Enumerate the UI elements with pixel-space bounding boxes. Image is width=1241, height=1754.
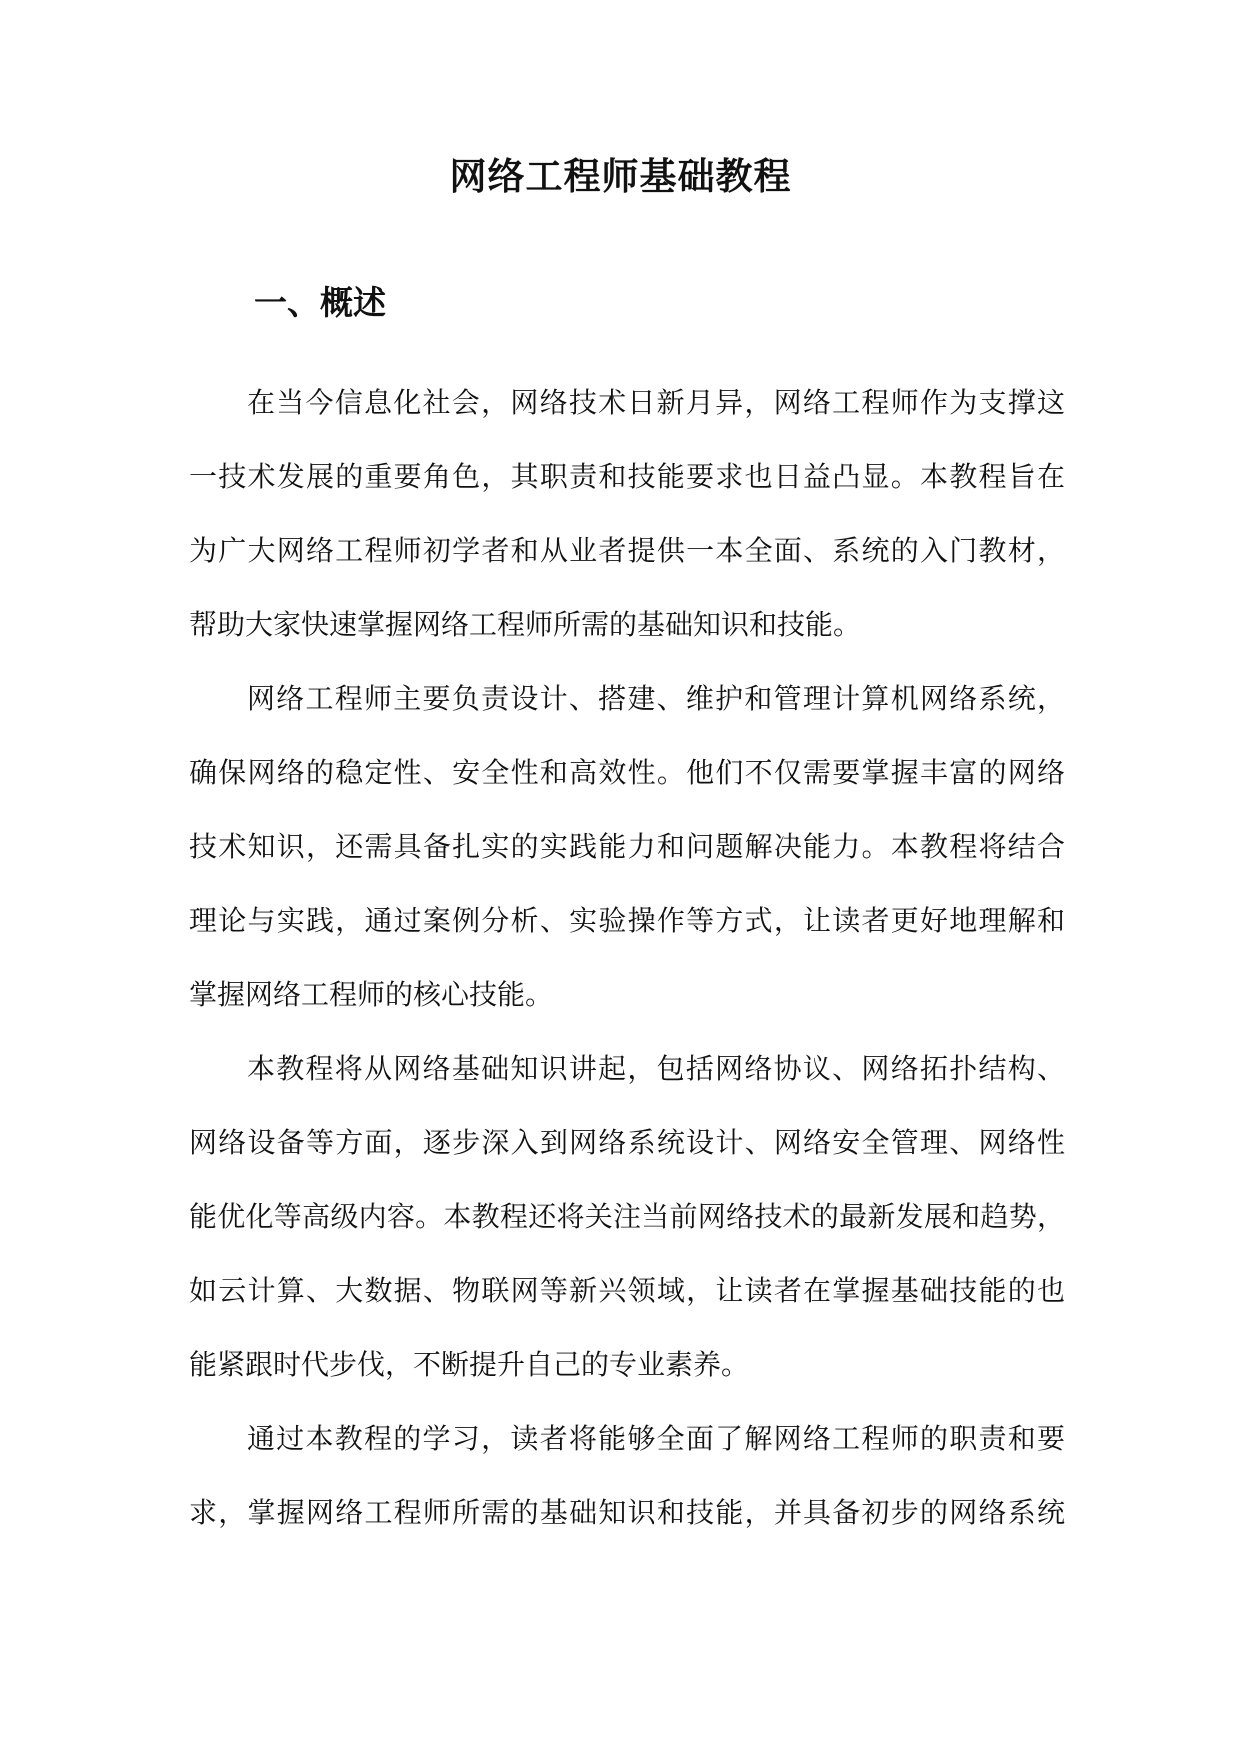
text-line: 一技术发展的重要角色，其职责和技能要求也日益凸显。本教程旨在 xyxy=(189,460,1065,493)
document-title: 网络工程师基础教程 xyxy=(449,154,792,198)
text-line: 网络设备等方面，逐步深入到网络系统设计、网络安全管理、网络性 xyxy=(189,1126,1065,1159)
text-line: 技术知识，还需具备扎实的实践能力和问题解决能力。本教程将结合 xyxy=(189,830,1065,863)
text-line: 帮助大家快速掌握网络工程师所需的基础知识和技能。 xyxy=(189,608,862,641)
section-heading-overview: 一、概述 xyxy=(254,283,386,322)
text-line: 网络工程师主要负责设计、搭建、维护和管理计算机网络系统， xyxy=(247,682,1065,715)
text-line: 为广大网络工程师初学者和从业者提供一本全面、系统的入门教材， xyxy=(189,534,1065,567)
text-line: 通过本教程的学习，读者将能够全面了解网络工程师的职责和要 xyxy=(247,1422,1065,1455)
body-text xyxy=(189,366,1065,1550)
text-line: 在当今信息化社会，网络技术日新月异，网络工程师作为支撑这 xyxy=(247,386,1065,419)
paragraph xyxy=(189,1032,1065,1402)
paragraph xyxy=(189,366,1065,662)
text-line: 求，掌握网络工程师所需的基础知识和技能，并具备初步的网络系统 xyxy=(189,1496,1065,1529)
text-line: 掌握网络工程师的核心技能。 xyxy=(189,978,554,1011)
paragraph xyxy=(189,1402,1065,1550)
text-line: 本教程将从网络基础知识讲起，包括网络协议、网络拓扑结构、 xyxy=(247,1052,1065,1085)
text-line: 如云计算、大数据、物联网等新兴领域，让读者在掌握基础技能的也 xyxy=(189,1274,1065,1307)
text-line: 确保网络的稳定性、安全性和高效性。他们不仅需要掌握丰富的网络 xyxy=(189,756,1065,789)
text-line: 能优化等高级内容。本教程还将关注当前网络技术的最新发展和趋势， xyxy=(189,1200,1065,1233)
text-line: 能紧跟时代步伐，不断提升自己的专业素养。 xyxy=(189,1348,750,1381)
paragraph xyxy=(189,662,1065,1032)
text-line: 理论与实践，通过案例分析、实验操作等方式，让读者更好地理解和 xyxy=(189,904,1065,937)
